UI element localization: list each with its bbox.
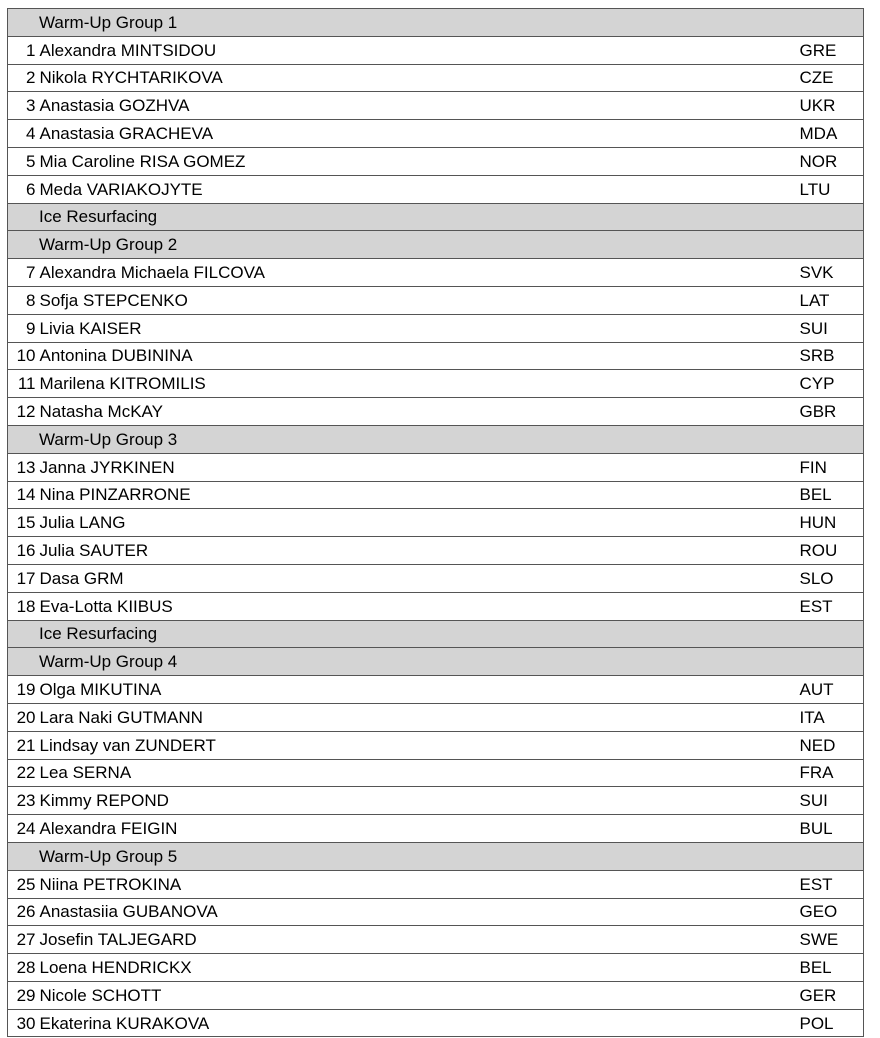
start-number: 16 <box>8 537 38 565</box>
nation-code: SLO <box>790 564 864 592</box>
warm-up-group-header <box>8 231 864 259</box>
nation-code: UKR <box>790 92 864 120</box>
start-number: 27 <box>8 926 38 954</box>
skater-row <box>8 286 864 314</box>
skater-row <box>8 370 864 398</box>
skater-name: Alexandra FEIGIN <box>38 815 790 843</box>
starting-order-table <box>7 8 864 1037</box>
skater-name: Olga MIKUTINA <box>38 676 790 704</box>
start-number: 12 <box>8 398 38 426</box>
skater-row <box>8 120 864 148</box>
nation-code: NED <box>790 731 864 759</box>
skater-row <box>8 147 864 175</box>
skater-name: Anastasia GRACHEVA <box>38 120 790 148</box>
skater-name: Janna JYRKINEN <box>38 453 790 481</box>
skater-name: Anastasiia GUBANOVA <box>38 898 790 926</box>
skater-row <box>8 259 864 287</box>
skater-name: Niina PETROKINA <box>38 870 790 898</box>
skater-name: Alexandra MINTSIDOU <box>38 36 790 64</box>
start-number: 3 <box>8 92 38 120</box>
skater-row <box>8 453 864 481</box>
start-number: 21 <box>8 731 38 759</box>
start-number: 5 <box>8 147 38 175</box>
start-number: 29 <box>8 981 38 1009</box>
nation-code: ITA <box>790 703 864 731</box>
start-number: 14 <box>8 481 38 509</box>
skater-row <box>8 398 864 426</box>
nation-code: BEL <box>790 954 864 982</box>
skater-row <box>8 703 864 731</box>
nation-code: GER <box>790 981 864 1009</box>
skater-row <box>8 759 864 787</box>
skater-row <box>8 537 864 565</box>
nation-code: POL <box>790 1009 864 1037</box>
section-label: Warm-Up Group 4 <box>8 648 864 676</box>
nation-code: NOR <box>790 147 864 175</box>
skater-name: Anastasia GOZHVA <box>38 92 790 120</box>
ice-resurfacing-row <box>8 620 864 648</box>
skater-name: Loena HENDRICKX <box>38 954 790 982</box>
start-number: 6 <box>8 175 38 203</box>
skater-row <box>8 36 864 64</box>
section-label: Warm-Up Group 2 <box>8 231 864 259</box>
nation-code: GEO <box>790 898 864 926</box>
skater-name: Dasa GRM <box>38 564 790 592</box>
skater-name: Ekaterina KURAKOVA <box>38 1009 790 1037</box>
skater-row <box>8 1009 864 1037</box>
skater-row <box>8 981 864 1009</box>
nation-code: AUT <box>790 676 864 704</box>
nation-code: CYP <box>790 370 864 398</box>
nation-code: SUI <box>790 787 864 815</box>
skater-name: Josefin TALJEGARD <box>38 926 790 954</box>
skater-name: Natasha McKAY <box>38 398 790 426</box>
nation-code: GBR <box>790 398 864 426</box>
skater-row <box>8 731 864 759</box>
nation-code: FIN <box>790 453 864 481</box>
section-label: Ice Resurfacing <box>8 620 864 648</box>
start-number: 28 <box>8 954 38 982</box>
skater-name: Sofja STEPCENKO <box>38 286 790 314</box>
warm-up-group-header <box>8 425 864 453</box>
start-number: 19 <box>8 676 38 704</box>
skater-row <box>8 676 864 704</box>
start-number: 4 <box>8 120 38 148</box>
warm-up-group-header <box>8 648 864 676</box>
skater-row <box>8 564 864 592</box>
start-number: 17 <box>8 564 38 592</box>
ice-resurfacing-row <box>8 203 864 231</box>
skater-name: Lindsay van ZUNDERT <box>38 731 790 759</box>
start-number: 25 <box>8 870 38 898</box>
skater-name: Eva-Lotta KIIBUS <box>38 592 790 620</box>
nation-code: MDA <box>790 120 864 148</box>
start-number: 11 <box>8 370 38 398</box>
skater-name: Nikola RYCHTARIKOVA <box>38 64 790 92</box>
skater-row <box>8 481 864 509</box>
skater-row <box>8 314 864 342</box>
start-number: 18 <box>8 592 38 620</box>
start-number: 13 <box>8 453 38 481</box>
skater-name: Nicole SCHOTT <box>38 981 790 1009</box>
start-number: 24 <box>8 815 38 843</box>
start-number: 23 <box>8 787 38 815</box>
start-number: 26 <box>8 898 38 926</box>
skater-row <box>8 92 864 120</box>
nation-code: SVK <box>790 259 864 287</box>
skater-name: Julia LANG <box>38 509 790 537</box>
start-number: 9 <box>8 314 38 342</box>
nation-code: ROU <box>790 537 864 565</box>
start-number: 8 <box>8 286 38 314</box>
skater-name: Nina PINZARRONE <box>38 481 790 509</box>
nation-code: SUI <box>790 314 864 342</box>
warm-up-group-header <box>8 842 864 870</box>
section-label: Ice Resurfacing <box>8 203 864 231</box>
skater-row <box>8 592 864 620</box>
skater-name: Mia Caroline RISA GOMEZ <box>38 147 790 175</box>
skater-row <box>8 509 864 537</box>
nation-code: EST <box>790 870 864 898</box>
nation-code: SRB <box>790 342 864 370</box>
start-number: 7 <box>8 259 38 287</box>
skater-name: Alexandra Michaela FILCOVA <box>38 259 790 287</box>
start-number: 22 <box>8 759 38 787</box>
section-label: Warm-Up Group 3 <box>8 425 864 453</box>
skater-name: Livia KAISER <box>38 314 790 342</box>
skater-name: Kimmy REPOND <box>38 787 790 815</box>
skater-name: Lara Naki GUTMANN <box>38 703 790 731</box>
nation-code: CZE <box>790 64 864 92</box>
skater-name: Lea SERNA <box>38 759 790 787</box>
start-number: 20 <box>8 703 38 731</box>
skater-row <box>8 342 864 370</box>
skater-row <box>8 870 864 898</box>
skater-row <box>8 64 864 92</box>
nation-code: EST <box>790 592 864 620</box>
starting-order-rows <box>8 9 864 1037</box>
warm-up-group-header <box>8 9 864 37</box>
start-number: 2 <box>8 64 38 92</box>
nation-code: LAT <box>790 286 864 314</box>
nation-code: HUN <box>790 509 864 537</box>
nation-code: FRA <box>790 759 864 787</box>
skater-row <box>8 787 864 815</box>
skater-name: Julia SAUTER <box>38 537 790 565</box>
skater-row <box>8 175 864 203</box>
skater-name: Marilena KITROMILIS <box>38 370 790 398</box>
start-number: 10 <box>8 342 38 370</box>
start-number: 1 <box>8 36 38 64</box>
section-label: Warm-Up Group 1 <box>8 9 864 37</box>
skater-row <box>8 815 864 843</box>
nation-code: BUL <box>790 815 864 843</box>
skater-row <box>8 898 864 926</box>
skater-name: Meda VARIAKOJYTE <box>38 175 790 203</box>
skater-name: Antonina DUBININA <box>38 342 790 370</box>
start-number: 15 <box>8 509 38 537</box>
start-number: 30 <box>8 1009 38 1037</box>
nation-code: BEL <box>790 481 864 509</box>
nation-code: GRE <box>790 36 864 64</box>
nation-code: SWE <box>790 926 864 954</box>
nation-code: LTU <box>790 175 864 203</box>
skater-row <box>8 926 864 954</box>
skater-row <box>8 954 864 982</box>
section-label: Warm-Up Group 5 <box>8 842 864 870</box>
